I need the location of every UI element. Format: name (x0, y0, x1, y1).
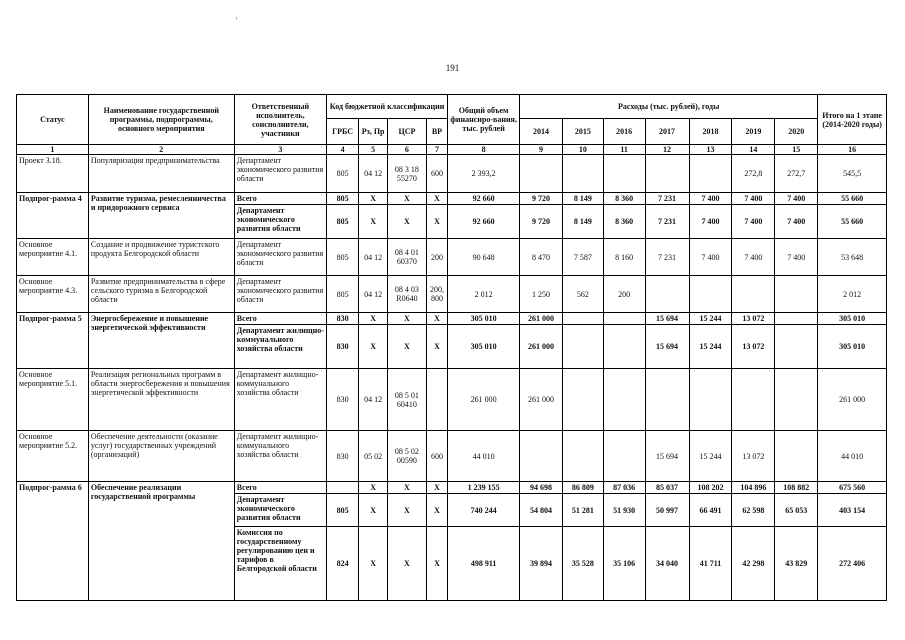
row-status: Основное мероприятие 4.3. (17, 276, 89, 313)
row-year-value: 43 829 (775, 527, 818, 601)
row-executor: Всего (234, 193, 326, 205)
row-rzpr: 04 12 (359, 155, 388, 193)
row-rzpr: X (359, 205, 388, 239)
row-year-value: 34 040 (645, 527, 689, 601)
row-grbs: 805 (326, 494, 358, 527)
row-total: 261 000 (448, 369, 520, 431)
row-year-value (562, 155, 603, 193)
table-row (17, 193, 887, 205)
row-executor: Департамент жилищно-коммунального хозяйства области (234, 369, 326, 431)
row-year-value: 8 160 (603, 239, 645, 276)
row-csr: X (388, 494, 427, 527)
col-index: 15 (775, 145, 818, 155)
row-total: 1 239 155 (448, 482, 520, 494)
row-status: Проект 3.18. (17, 155, 89, 193)
row-year-value: 15 244 (689, 313, 732, 325)
budget-table (16, 94, 887, 601)
row-year-value (562, 313, 603, 325)
row-year-value: 13 072 (732, 313, 775, 325)
row-status: Подпрог-рамма 4 (17, 193, 89, 239)
row-year-value: 261 000 (520, 369, 563, 431)
col-index: 11 (603, 145, 645, 155)
row-grbs: 805 (326, 193, 358, 205)
row-year-value: 13 072 (732, 431, 775, 482)
row-year-value: 9 720 (520, 205, 563, 239)
row-year-value (562, 325, 603, 369)
row-stage-total: 305 010 (818, 313, 887, 325)
row-name: Обеспечение деятельности (оказание услуг) государственных учреждений (организаций) (88, 431, 234, 482)
row-year-value: 39 894 (520, 527, 563, 601)
row-stage-total: 545,5 (818, 155, 887, 193)
row-executor: Департамент жилищно-коммунального хозяйства области (234, 431, 326, 482)
row-csr: X (388, 205, 427, 239)
row-total: 305 010 (448, 325, 520, 369)
header-csr: ЦСР (388, 119, 427, 145)
row-status: Подпрог-рамма 6 (17, 482, 89, 601)
row-executor: Департамент экономического развития области (234, 155, 326, 193)
row-csr: X (388, 482, 427, 494)
row-grbs: 805 (326, 276, 358, 313)
row-stage-total: 53 648 (818, 239, 887, 276)
row-grbs: 830 (326, 313, 358, 325)
page-number: 191 (445, 63, 460, 73)
row-year-value: 272,7 (775, 155, 818, 193)
row-executor: Департамент экономического развития области (234, 239, 326, 276)
row-vr: 200, 800 (426, 276, 447, 313)
row-csr: X (388, 313, 427, 325)
row-name: Развитие предпринимательства в сфере сельского туризма в Белгородской области (88, 276, 234, 313)
col-index: 8 (448, 145, 520, 155)
header-year: 2018 (689, 119, 732, 145)
row-rzpr: X (359, 527, 388, 601)
row-year-value: 51 281 (562, 494, 603, 527)
row-year-value: 66 491 (689, 494, 732, 527)
row-year-value: 200 (603, 276, 645, 313)
row-year-value (689, 276, 732, 313)
row-year-value (562, 431, 603, 482)
row-year-value: 7 587 (562, 239, 603, 276)
row-year-value: 8 470 (520, 239, 563, 276)
row-rzpr: X (359, 193, 388, 205)
row-year-value (775, 313, 818, 325)
header-vr: ВР (426, 119, 447, 145)
row-csr: 08 5 01 60410 (388, 369, 427, 431)
row-total: 740 244 (448, 494, 520, 527)
row-status: Основное мероприятие 4.1. (17, 239, 89, 276)
row-vr: X (426, 494, 447, 527)
table-row (17, 482, 887, 494)
row-year-value: 7 400 (775, 205, 818, 239)
row-stage-total: 261 000 (818, 369, 887, 431)
row-year-value: 13 072 (732, 325, 775, 369)
header-year: 2017 (645, 119, 689, 145)
row-csr: 08 4 03 R0640 (388, 276, 427, 313)
row-total: 92 660 (448, 205, 520, 239)
row-rzpr: X (359, 482, 388, 494)
row-vr: 200 (426, 239, 447, 276)
header-expenses: Расходы (тыс. рублей), годы (520, 95, 818, 119)
row-year-value (645, 276, 689, 313)
header-total-financing: Общий объем финансиро-вания, тыс. рублей (448, 95, 520, 145)
scan-speck: ' (236, 16, 238, 25)
row-executor: Департамент жилищно-коммунального хозяйства области (234, 325, 326, 369)
row-year-value: 7 231 (645, 205, 689, 239)
row-name: Обеспечение реализации государственной программы (88, 482, 234, 601)
header-year: 2020 (775, 119, 818, 145)
row-year-value (603, 155, 645, 193)
table-row (17, 239, 887, 276)
col-index: 4 (326, 145, 358, 155)
col-index: 12 (645, 145, 689, 155)
row-executor: Департамент экономического развития области (234, 494, 326, 527)
row-stage-total: 44 010 (818, 431, 887, 482)
row-year-value: 15 694 (645, 313, 689, 325)
row-stage-total: 675 560 (818, 482, 887, 494)
row-year-value (603, 313, 645, 325)
row-year-value: 86 809 (562, 482, 603, 494)
row-csr: X (388, 527, 427, 601)
table-row (17, 369, 887, 431)
row-name: Популяризация предпринимательства (88, 155, 234, 193)
row-year-value (603, 369, 645, 431)
row-vr: X (426, 193, 447, 205)
row-executor: Комиссия по государственному регулированию цен и тарифов в Белгородской области (234, 527, 326, 601)
row-rzpr: X (359, 313, 388, 325)
row-year-value: 85 037 (645, 482, 689, 494)
row-vr (426, 369, 447, 431)
row-vr: X (426, 313, 447, 325)
row-year-value: 15 694 (645, 325, 689, 369)
row-year-value: 94 698 (520, 482, 563, 494)
row-vr: X (426, 527, 447, 601)
row-stage-total: 55 660 (818, 193, 887, 205)
row-year-value (520, 155, 563, 193)
row-year-value: 8 360 (603, 205, 645, 239)
row-rzpr: 05 02 (359, 431, 388, 482)
row-year-value: 15 244 (689, 325, 732, 369)
row-year-value: 62 598 (732, 494, 775, 527)
row-grbs: 830 (326, 325, 358, 369)
row-executor: Департамент экономического развития области (234, 276, 326, 313)
row-year-value: 1 250 (520, 276, 563, 313)
row-executor: Всего (234, 313, 326, 325)
row-year-value: 9 720 (520, 193, 563, 205)
row-stage-total: 305 010 (818, 325, 887, 369)
table-row (17, 431, 887, 482)
row-year-value (603, 431, 645, 482)
row-year-value: 8 149 (562, 193, 603, 205)
row-total: 305 010 (448, 313, 520, 325)
table-row (17, 155, 887, 193)
row-executor: Всего (234, 482, 326, 494)
row-year-value (775, 369, 818, 431)
column-index-row (17, 145, 887, 155)
header-year: 2019 (732, 119, 775, 145)
row-year-value: 42 298 (732, 527, 775, 601)
row-year-value: 7 400 (775, 193, 818, 205)
row-stage-total: 272 406 (818, 527, 887, 601)
row-year-value: 261 000 (520, 325, 563, 369)
row-year-value: 15 694 (645, 431, 689, 482)
row-vr: 600 (426, 431, 447, 482)
row-stage-total: 55 660 (818, 205, 887, 239)
header-name: Наименование государственной программы, подпрограммы, основного мероприятия (88, 95, 234, 145)
col-index: 1 (17, 145, 89, 155)
table-row (17, 313, 887, 325)
row-year-value (603, 325, 645, 369)
col-index: 10 (562, 145, 603, 155)
col-index: 6 (388, 145, 427, 155)
header-status: Статус (17, 95, 89, 145)
row-stage-total: 2 012 (818, 276, 887, 313)
col-index: 7 (426, 145, 447, 155)
row-name: Энергосбережение и повышение энергетической эффективности (88, 313, 234, 369)
row-grbs: 805 (326, 205, 358, 239)
row-year-value (775, 325, 818, 369)
row-vr: X (426, 325, 447, 369)
col-index: 16 (818, 145, 887, 155)
header-grbs: ГРБС (326, 119, 358, 145)
row-rzpr: 04 12 (359, 239, 388, 276)
row-year-value (775, 431, 818, 482)
row-year-value: 51 930 (603, 494, 645, 527)
row-stage-total: 403 154 (818, 494, 887, 527)
header-stage-total: Итого на 1 этапе (2014-2020 годы) (818, 95, 887, 145)
row-status: Основное мероприятие 5.1. (17, 369, 89, 431)
col-index: 14 (732, 145, 775, 155)
row-year-value: 65 053 (775, 494, 818, 527)
row-year-value: 7 400 (732, 205, 775, 239)
row-grbs: 805 (326, 239, 358, 276)
row-total: 92 660 (448, 193, 520, 205)
header-budget-code: Код бюджетной классификации (326, 95, 447, 119)
row-vr: X (426, 205, 447, 239)
row-year-value (732, 276, 775, 313)
row-grbs: 824 (326, 527, 358, 601)
row-rzpr: X (359, 325, 388, 369)
row-year-value: 7 231 (645, 193, 689, 205)
row-year-value: 7 400 (775, 239, 818, 276)
row-total: 498 911 (448, 527, 520, 601)
row-rzpr: X (359, 494, 388, 527)
row-total: 2 012 (448, 276, 520, 313)
row-executor: Департамент экономического развития области (234, 205, 326, 239)
row-year-value: 35 528 (562, 527, 603, 601)
col-index: 9 (520, 145, 563, 155)
row-year-value (775, 276, 818, 313)
row-total: 90 648 (448, 239, 520, 276)
table-row (17, 276, 887, 313)
row-grbs: 805 (326, 155, 358, 193)
row-grbs: 830 (326, 431, 358, 482)
row-year-value: 54 804 (520, 494, 563, 527)
row-total: 2 393,2 (448, 155, 520, 193)
header-executor: Ответственный исполнитель, соисполнители, участники (234, 95, 326, 145)
row-rzpr: 04 12 (359, 276, 388, 313)
row-year-value: 8 360 (603, 193, 645, 205)
row-year-value (520, 431, 563, 482)
col-index: 2 (88, 145, 234, 155)
row-csr: X (388, 193, 427, 205)
row-year-value: 261 000 (520, 313, 563, 325)
row-year-value: 87 036 (603, 482, 645, 494)
row-grbs (326, 482, 358, 494)
row-year-value: 7 231 (645, 239, 689, 276)
row-year-value (689, 155, 732, 193)
row-year-value: 15 244 (689, 431, 732, 482)
row-year-value: 7 400 (732, 193, 775, 205)
row-total: 44 010 (448, 431, 520, 482)
row-grbs: 830 (326, 369, 358, 431)
row-year-value: 272,8 (732, 155, 775, 193)
row-year-value: 108 882 (775, 482, 818, 494)
col-index: 3 (234, 145, 326, 155)
row-year-value: 7 400 (689, 193, 732, 205)
row-csr: 08 3 18 55270 (388, 155, 427, 193)
row-year-value: 50 997 (645, 494, 689, 527)
header-year: 2014 (520, 119, 563, 145)
row-year-value: 7 400 (732, 239, 775, 276)
row-csr: 08 5 02 00590 (388, 431, 427, 482)
row-vr: X (426, 482, 447, 494)
row-year-value (732, 369, 775, 431)
row-rzpr: 04 12 (359, 369, 388, 431)
row-status: Подпрог-рамма 5 (17, 313, 89, 369)
header-year: 2015 (562, 119, 603, 145)
row-csr: 08 4 01 60370 (388, 239, 427, 276)
row-year-value (562, 369, 603, 431)
row-year-value (645, 155, 689, 193)
row-year-value (689, 369, 732, 431)
row-status: Основное мероприятие 5.2. (17, 431, 89, 482)
row-csr: X (388, 325, 427, 369)
header-year: 2016 (603, 119, 645, 145)
row-year-value: 7 400 (689, 239, 732, 276)
row-name: Реализация региональных программ в области энергосбережения и повышения энергетической эффективности (88, 369, 234, 431)
row-year-value: 35 106 (603, 527, 645, 601)
row-year-value: 104 896 (732, 482, 775, 494)
row-year-value: 562 (562, 276, 603, 313)
col-index: 13 (689, 145, 732, 155)
row-year-value (645, 369, 689, 431)
row-name: Развитие туризма, ремесленничества и придорожного сервиса (88, 193, 234, 239)
row-year-value: 7 400 (689, 205, 732, 239)
header-rzpr: Рз, Пр (359, 119, 388, 145)
row-year-value: 41 711 (689, 527, 732, 601)
col-index: 5 (359, 145, 388, 155)
row-name: Создание и продвижение туристского продукта Белгородской области (88, 239, 234, 276)
row-vr: 600 (426, 155, 447, 193)
row-year-value: 8 149 (562, 205, 603, 239)
row-year-value: 108 202 (689, 482, 732, 494)
